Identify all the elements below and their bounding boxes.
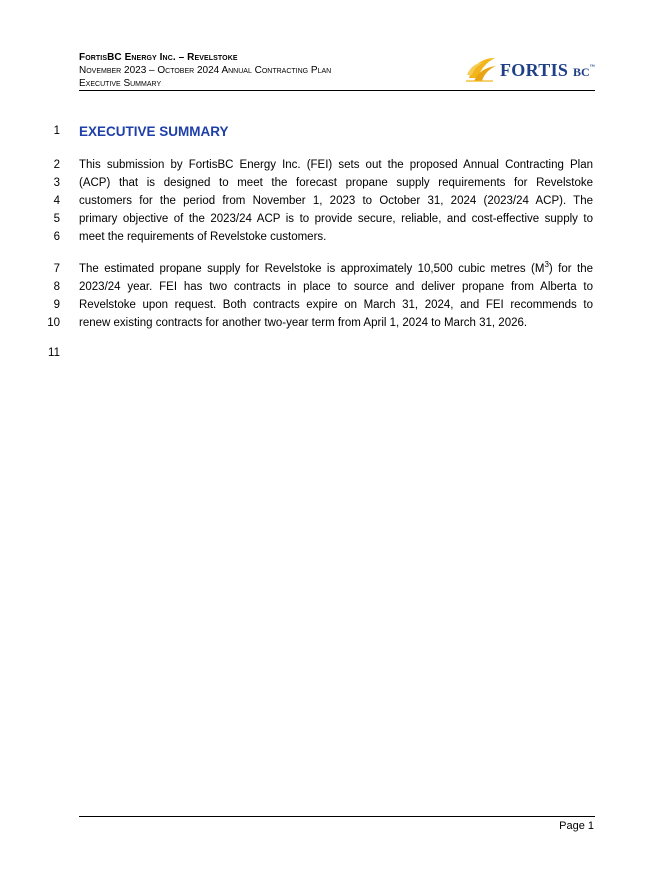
header-section: Executive Summary bbox=[79, 78, 162, 89]
line-number: 1 bbox=[53, 125, 60, 137]
paragraph-2 bbox=[79, 260, 593, 332]
logo-trademark: ™ bbox=[589, 65, 595, 70]
line-number: 3 bbox=[53, 177, 60, 189]
logo-wordmark bbox=[500, 60, 595, 81]
line-number: 7 bbox=[53, 263, 60, 275]
paragraph-line: 2023/24 year. FEI has two contracts in place to source and deliver propane from Alberta to bbox=[79, 281, 593, 293]
paragraph-line: meet the requirements of Revelstoke customers. bbox=[79, 231, 327, 243]
paragraph-line bbox=[79, 260, 593, 278]
logo-suffix: BC bbox=[573, 65, 590, 79]
paragraph-line: Revelstoke upon request. Both contracts expire on March 31, 2024, and FEI recommends to bbox=[79, 299, 593, 311]
line-number: 6 bbox=[53, 231, 60, 243]
paragraph-1 bbox=[79, 156, 593, 246]
line-number: 4 bbox=[53, 195, 60, 207]
section-heading: EXECUTIVE SUMMARY bbox=[79, 124, 229, 139]
footer-divider bbox=[79, 816, 595, 817]
fortisbc-logo bbox=[465, 54, 597, 86]
line-number: 9 bbox=[53, 299, 60, 311]
paragraph-text: The estimated propane supply for Revelstoke is approximately 10,500 cubic metres (M bbox=[79, 263, 545, 275]
line-number: 10 bbox=[47, 317, 60, 329]
superscript: 3 bbox=[544, 260, 549, 270]
paragraph-text: ) for the bbox=[548, 263, 593, 275]
paragraph-line: renew existing contracts for another two-year term from April 1, 2024 to March 31, 2026. bbox=[79, 317, 528, 329]
paragraph-line: customers for the period from November 1, 2023 to October 31, 2024 (2023/24 ACP). The bbox=[79, 195, 593, 207]
header-divider bbox=[79, 90, 595, 91]
paragraph-line: (ACP) that is designed to meet the forecast propane supply requirements for Revelstoke bbox=[79, 177, 593, 189]
line-number: 11 bbox=[48, 347, 60, 359]
header-plan-title: November 2023 – October 2024 Annual Contracting Plan bbox=[79, 65, 332, 76]
line-number: 8 bbox=[53, 281, 60, 293]
flame-icon bbox=[465, 54, 497, 84]
paragraph-line: primary objective of the 2023/24 ACP is to provide secure, reliable, and cost-effective supply to bbox=[79, 213, 593, 225]
paragraph-line: This submission by FortisBC Energy Inc. (FEI) sets out the proposed Annual Contracting Plan bbox=[79, 159, 593, 171]
line-number: 5 bbox=[53, 213, 60, 225]
page-number: Page 1 bbox=[559, 820, 594, 832]
line-number: 2 bbox=[53, 159, 60, 171]
logo-brand: FORTIS bbox=[500, 60, 569, 80]
header-company: FortisBC Energy Inc. – Revelstoke bbox=[79, 52, 238, 63]
